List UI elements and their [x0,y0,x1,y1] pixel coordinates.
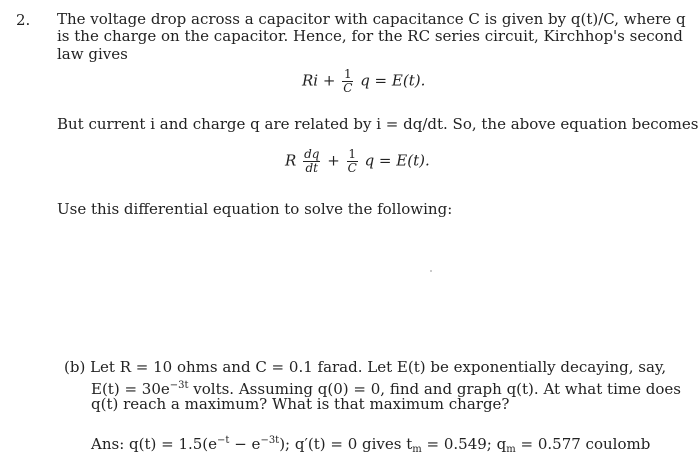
problem-number: 2. [16,11,31,29]
equation1-frac-num: 1 [343,67,352,81]
equation-differential [285,148,430,175]
answer-sub1: m [412,444,422,455]
part-b-answer [91,432,650,458]
equation2-frac1-den: dt [305,161,319,175]
intro-line-3: law gives [57,45,128,63]
intro-line-2: is the charge on the capacitor. Hence, for the RC series circuit, Kirchhop's second [57,27,683,45]
equation2-fraction-dq-dt [303,148,320,175]
part-b-line2-exponent: −3t [169,380,189,391]
equation2-rhs: q = E(t). [364,151,430,170]
equation-kirchhoff [302,68,425,95]
equation1-frac-den: C [343,81,353,95]
equation2-frac1-num: dq [304,147,320,161]
instruction-text: Use this differential equation to solve the following: [57,200,453,218]
equation1-fraction [342,68,353,95]
equation2-plus: + [327,151,340,170]
answer-a: Ans: q(t) = 1.5(e [91,435,218,453]
answer-d: = 0.549; q [421,435,507,453]
answer-b: − e [229,435,261,453]
part-b-line-3: q(t) reach a maximum? What is that maximum charge? [91,395,510,413]
answer-e: = 0.577 coulomb [515,435,651,453]
equation1-lhs: Ri + [302,71,336,90]
equation2-fraction-1-c [347,148,358,175]
answer-exp1: −t [217,435,230,446]
answer-exp2: −3t [260,435,280,446]
part-b-line2-b: volts. Assuming q(0) = 0, find and graph q(t). At what time does [188,380,681,398]
answer-c: ); q′(t) = 0 gives t [279,435,413,453]
answer-sub2: m [506,444,516,455]
intro-line-1: The voltage drop across a capacitor with capacitance C is given by q(t)/C, where q [57,10,686,28]
equation2-frac2-den: C [347,161,357,175]
part-b-line-1: (b) Let R = 10 ohms and C = 0.1 farad. Let E(t) be exponentially decaying, say, [64,358,667,376]
middle-text: But current i and charge q are related by i = dq/dt. So, the above equation becomes [57,115,699,133]
equation2-lead: R [285,151,297,170]
stray-dot [430,270,432,272]
part-b-line2-a: E(t) = 30e [91,380,170,398]
equation1-rhs: q = E(t). [360,71,426,90]
equation2-frac2-num: 1 [348,147,356,161]
